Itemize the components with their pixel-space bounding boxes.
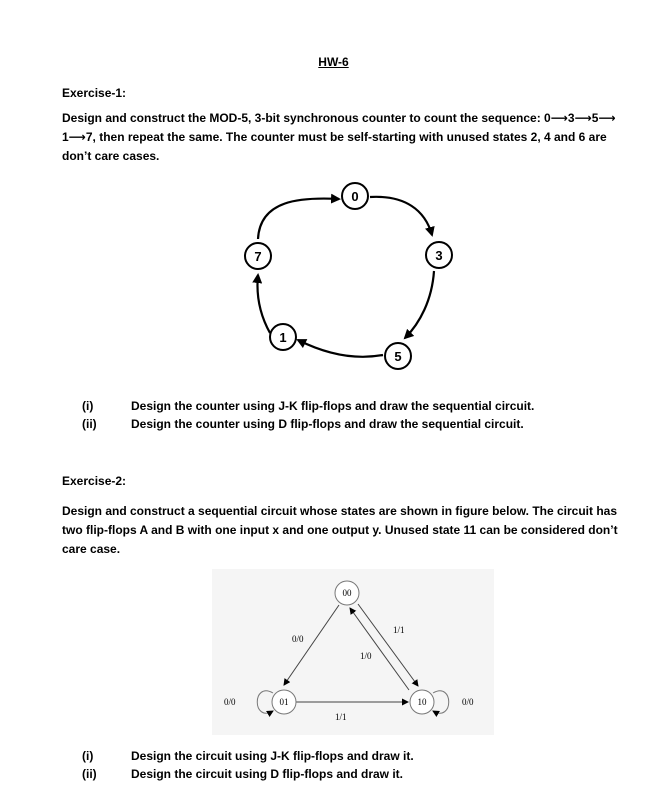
label-01-to-10: 1/1 (335, 712, 347, 722)
exercise2-line-1: Design and construct a sequential circuit whose states are shown in figure below. The circuit has (62, 504, 618, 518)
exercise1-paragraph (62, 109, 652, 166)
arrow-1-to-7 (258, 275, 271, 333)
exercise2-item-1-number: (i) (82, 749, 94, 763)
exercise1-item-2-number: (ii) (82, 417, 97, 431)
exercise2-paragraph (62, 502, 652, 559)
label-10-self: 0/0 (462, 697, 474, 707)
exercise1-item-2-text: Design the counter using D flip-flops and draw the sequential circuit. (131, 417, 524, 431)
exercise2-line-3: care case. (62, 542, 121, 556)
exercise1-line-2: 1⟶7, then repeat the same. The counter must be self-starting with unused states 2, 4 and 6 are (62, 130, 607, 144)
hw-title: HW-6 (318, 55, 349, 69)
exercise1-line-1: Design and construct the MOD-5, 3-bit synchronous counter to count the sequence: 0⟶3⟶5⟶ (62, 111, 616, 125)
svg-text:3: 3 (435, 248, 443, 263)
state-7 (245, 243, 271, 269)
svg-text:5: 5 (394, 349, 402, 364)
label-00-to-01: 0/0 (292, 634, 304, 644)
exercise1-line-3: don’t care cases. (62, 149, 160, 163)
svg-text:10: 10 (417, 697, 427, 707)
svg-text:01: 01 (279, 697, 289, 707)
sequential-state-diagram-figure (212, 569, 494, 735)
state-01 (272, 690, 296, 714)
svg-text:0: 0 (351, 189, 359, 204)
exercise1-item-1-text: Design the counter using J-K flip-flops and draw the sequential circuit. (131, 399, 535, 413)
exercise1-item-1-number: (i) (82, 399, 94, 413)
exercise2-heading: Exercise-2: (62, 474, 127, 488)
state-1 (270, 324, 296, 350)
exercise1-heading: Exercise-1: (62, 86, 127, 100)
svg-text:1: 1 (279, 330, 287, 345)
label-01-self: 0/0 (224, 697, 236, 707)
exercise2-item-2-number: (ii) (82, 767, 97, 781)
state-10 (410, 690, 434, 714)
arrow-0-to-3 (370, 197, 432, 235)
counter-state-diagram (220, 175, 460, 375)
edge-10-to-00 (350, 608, 409, 690)
state-3 (426, 242, 452, 268)
edge-00-to-01 (284, 605, 339, 685)
arrow-7-to-0 (258, 199, 339, 239)
exercise2-item-1-text: Design the circuit using J-K flip-flops and draw it. (131, 749, 414, 763)
label-00-to-10: 1/1 (393, 625, 405, 635)
arrow-5-to-1 (298, 340, 383, 357)
exercise2-item-2-text: Design the circuit using D flip-flops and draw it. (131, 767, 404, 781)
self-loop-10 (433, 691, 449, 713)
arrow-3-to-5 (405, 271, 434, 338)
svg-text:7: 7 (254, 249, 262, 264)
self-loop-01 (257, 691, 273, 713)
edge-00-to-10 (358, 604, 418, 686)
svg-text:00: 00 (342, 588, 352, 598)
exercise2-line-2: two flip-flops A and B with one input x and one output y. Unused state 11 can be considered don’t (62, 523, 618, 537)
state-0 (342, 183, 368, 209)
state-5 (385, 343, 411, 369)
label-10-to-00: 1/0 (360, 651, 372, 661)
sequential-state-diagram (212, 569, 494, 735)
state-00 (335, 581, 359, 605)
